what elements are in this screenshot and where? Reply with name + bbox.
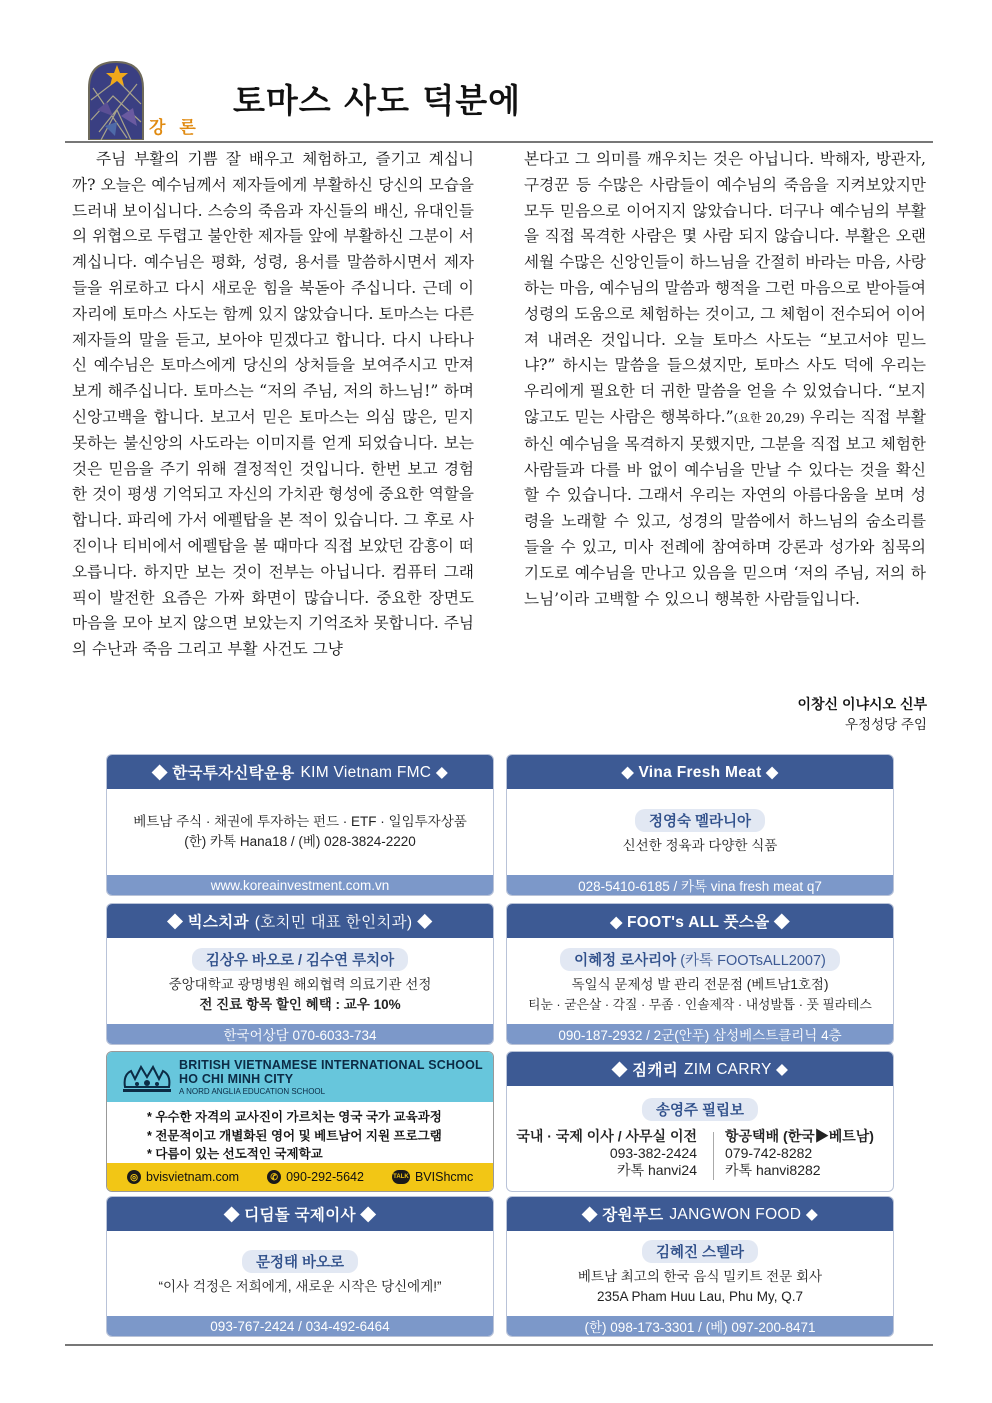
ad-contact-name: 김혜진 스텔라: [642, 1240, 758, 1263]
ad-footer-contact: 093-767-2424 / 034-492-6464: [107, 1316, 493, 1336]
ad-footer-contact: 028-5410-6185 / 카톡 vina fresh meat q7: [507, 875, 893, 895]
service-kakao: 카톡 hanvi8282: [725, 1162, 821, 1178]
ad-title-en: JANGWON FOOD ◆: [669, 1205, 819, 1223]
footer-divider: [65, 1344, 933, 1346]
ad-services: 티눈 · 굳은살 · 각질 · 무좀 · 인솔제작 · 내성발톱 · 풋 필라테스: [528, 996, 872, 1012]
contact-name: 이혜정 로사리아: [574, 952, 677, 969]
ad-contact-name: 문정태 바오로: [242, 1250, 358, 1273]
kakaotalk-icon: TALK: [392, 1170, 410, 1184]
ad-description: 중앙대학교 광명병원 해외협력 의료기관 선정: [168, 976, 432, 992]
homily-article: [72, 147, 930, 737]
ad-title-ko: ◆ 빅스치과: [167, 914, 249, 931]
school-name-line2: HO CHI MINH CITY: [179, 1072, 294, 1086]
page-title: 토마스 사도 덕분에: [233, 81, 522, 120]
header-divider: [65, 141, 933, 143]
ad-title: ◆ Vina Fresh Meat ◆: [507, 755, 893, 789]
article-paragraph: 주님 부활의 기쁨 잘 배우고 체험하고, 즐기고 계십니까? 오늘은 예수님께서 제자들에게 부활하신 당신의 모습을 드러내 보이십니다. 스승의 죽음과 자신들의 배신, 유대인들의 위협으로 두렵고 불안한 제자들 앞에 부활하신 그분이 서 계십니다. 예수님은 평화, 성령, 용서를 말씀하시면서 제자들을 위로하고 다시 새로운 힘을 북돋아 주십니다. 근데 이 자리에 토마스 사도는 함께 있지 않았습니다. 토마스는 다른 제자들의 말을 듣고, 보아야 믿겠다고 합니다. 다시 나타나신 예수님은 토마스에게 당신의 상처들을 보여주시고 만져보게 해주십니다. 토마스는 “저의 주님, 저의 하느님!” 하며 신앙고백을 합니다. 보고서 믿은 토마스는 의심 많은, 믿지 못하는 불신앙의 사도라는 이미지를 얻게 되었습니다. 보는 것은 믿음을 주기 위해 결정적인 것입니다. 한번 보고 경험한 것이 평생 기억되고 자신의 가치관 형성에 중요한 역할을 합니다. 파리에 가서 에펠탑을 본 적이 있습니다. 그 후로 사진이나 티비에서 에펠탑을 볼 때마다 직접 보았던 감흥이 떠오릅니다. 하지만 보는 것이 전부는 아닙니다. 컴퓨터 그래픽이 발전한 요즘은 가짜 화면이 많습니다. 중요한 장면도 마음을 모아 보지 않으면 보았는지 기억조차 못합니다. 주님의 수난과 죽음 그리고 부활 사건도 그냥: [72, 150, 474, 659]
ad-title-en: KIM Vietnam FMC ◆: [300, 763, 449, 781]
ad-title: [507, 1197, 893, 1231]
ad-body: [107, 938, 493, 1024]
section-label: 강 론: [149, 118, 200, 138]
ad-footer-contact: 090-187-2932 / 2군(안푸) 삼성베스트클리닉 4층: [507, 1024, 893, 1044]
ad-address: 235A Pham Huu Lau, Phu My, Q.7: [596, 1289, 804, 1304]
phone-icon: ✆: [267, 1170, 281, 1184]
ad-zim-carry: [506, 1051, 894, 1192]
ad-body: [507, 938, 893, 1024]
ad-jangwon-food: [506, 1196, 894, 1337]
bvis-points: [147, 1108, 442, 1164]
ad-description: 베트남 주식 · 채권에 투자하는 펀드 · ETF · 일임투자상품: [133, 814, 467, 829]
ad-contact-line: (한) 카톡 Hana18 / (베) 028-3824-2220: [184, 834, 416, 849]
ad-title-ko: ◆ 장원푸드: [581, 1207, 664, 1224]
article-text: 우리는 직접 부활하신 예수님을 목격하지 못했지만, 그분을 직접 보고 체험한 사람들과 다를 바 없이 예수님을 만날 수 있다는 것을 확신할 수 있습니다. 그래서 우리는 자연의 아름다움을 보며 성령을 노래할 수 있고, 성경의 말씀에서 하느님의 숨소리를 들을 수 있고, 미사 전례에 참여하며 강론과 성가와 침묵의 기도로 예수님을 만나고 있음을 믿으며 ‘저의 주님, 저의 하느님’이라 고백할 수 있으니 행복한 사람들입니다.: [524, 407, 926, 608]
bvis-talk[interactable]: [392, 1170, 473, 1184]
talk-id-text: BVIShcmc: [414, 1170, 474, 1184]
ad-title: [107, 755, 493, 789]
stained-glass-icon: [87, 60, 145, 140]
page-header: [65, 55, 933, 145]
ad-contact-name: 김상우 바오로 / 김수연 루치아: [192, 948, 408, 971]
bvis-phone[interactable]: [267, 1170, 364, 1184]
bvis-website[interactable]: [127, 1170, 239, 1184]
phone-text: 090-292-5642: [286, 1170, 364, 1184]
ad-slogan: “이사 걱정은 저희에게, 새로운 시작은 당신에게!”: [158, 1279, 442, 1294]
article-paragraph-continued: [524, 147, 926, 612]
ad-title-ko: ◆ 짐캐리: [611, 1062, 678, 1079]
ad-title: ◆ FOOT's ALL 풋스올 ◆: [507, 904, 893, 938]
scripture-citation: (요한 20,29): [733, 410, 805, 425]
bvis-school-name: [179, 1058, 483, 1098]
ad-description: 신선한 정육과 다양한 식품: [622, 837, 778, 853]
bvis-contact-bar: [107, 1163, 493, 1191]
ad-footer-link[interactable]: www.koreainvestment.com.vn: [107, 875, 493, 895]
article-column-left: [72, 147, 474, 663]
bvis-point: * 다름이 있는 선도적인 국제학교: [147, 1147, 323, 1161]
bvis-point: * 전문적이고 개별화된 영어 및 베트남어 지원 프로그램: [147, 1128, 442, 1143]
column-divider: [713, 1132, 714, 1180]
author-signature: [798, 693, 928, 735]
zim-air-courier-service: [725, 1128, 874, 1179]
ad-foots-all: [506, 903, 894, 1045]
school-network: A NORD ANGLIA EDUCATION SCHOOL: [179, 1087, 326, 1096]
service-heading: 국내 · 국제 이사 / 사무실 이전: [516, 1128, 697, 1144]
service-heading: 항공택배 (한국▶베트남): [725, 1128, 874, 1144]
ad-footer-contact: (한) 098-173-3301 / (베) 097-200-8471: [507, 1316, 893, 1336]
ad-title-sub: (호치민 대표 한인치과) ◆: [254, 914, 433, 931]
ad-description: 독일식 문제성 발 관리 전문점 (베트남1호점): [571, 976, 829, 992]
ad-body: [507, 1231, 893, 1316]
ad-footer-contact: 한국어상담 070-6033-734: [107, 1024, 493, 1044]
ad-title: [507, 1052, 893, 1086]
ad-contact-name: [560, 948, 840, 971]
ad-discount: 전 진료 항목 할인 혜택 : 교우 10%: [199, 996, 401, 1012]
article-text: 본다고 그 의미를 깨우치는 것은 아닙니다. 박해자, 방관자, 구경꾼 등 수많은 사람들이 예수님의 죽음을 지켜보았지만 모두 믿음으로 이어지지 않았습니다. 더구나 예수님의 부활을 직접 목격한 사람은 몇 사람 되지 않습니다. 부활은 오랜 세월 수많은 신앙인들이 하느님을 간절히 바라는 마음, 사랑하는 마음, 예수님의 말씀과 행적을 그런 마음으로 받아들여 성령의 도움으로 체험하는 것이고, 그 체험이 전수되어 이어져 내려온 것입니다. 오늘 토마스 사도는 “보고서야 믿느냐?” 하시는 말씀을 들으셨지만, 토마스 사도 덕에 우리는 우리에게 필요한 더 귀한 말씀을 얻을 수 있었습니다. “보지 않고도 믿는 사람은 행복하다.”: [524, 150, 926, 426]
ad-vina-fresh-meat: [506, 754, 894, 896]
ad-body: [107, 789, 493, 875]
contact-kakao: (카톡 FOOTsALL2007): [680, 952, 826, 969]
ad-contact-name: 정영숙 멜라니아: [635, 809, 765, 832]
ad-contact-name: 송영주 필립보: [642, 1098, 758, 1121]
author-role: 우정성당 주임: [845, 717, 927, 732]
ad-title: ◆ 디딤돌 국제이사 ◆: [107, 1197, 493, 1231]
ad-didimdol-moving: [106, 1196, 494, 1337]
ad-description: 베트남 최고의 한국 음식 밀키트 전문 회사: [577, 1269, 823, 1284]
author-name: 이창신 이냐시오 신부: [797, 696, 927, 712]
bvis-banner: [107, 1052, 493, 1102]
ad-body: [507, 789, 893, 875]
ad-kim-vietnam: [106, 754, 494, 896]
school-name-line1: BRITISH VIETNAMESE INTERNATIONAL SCHOOL: [179, 1058, 483, 1072]
zim-moving-service: [516, 1128, 697, 1179]
ad-bvis-school: [106, 1051, 494, 1192]
bvis-point: * 우수한 자격의 교사진이 가르치는 영국 국가 교육과정: [147, 1110, 442, 1124]
ad-body: [107, 1231, 493, 1316]
globe-icon: ◎: [127, 1170, 141, 1184]
service-phone: 093-382-2424: [609, 1145, 697, 1161]
ad-title-ko: ◆ 한국투자신탁운용: [151, 765, 295, 782]
ad-bix-dental: [106, 903, 494, 1045]
article-column-right: [524, 147, 926, 612]
service-kakao: 카톡 hanvi24: [617, 1162, 697, 1178]
ad-body: [507, 1086, 893, 1191]
website-text: bvisvietnam.com: [146, 1170, 240, 1184]
ad-title-en: ZIM CARRY ◆: [684, 1060, 789, 1078]
service-phone: 079-742-8282: [725, 1145, 813, 1161]
crown-crest-icon: [119, 1061, 175, 1095]
ad-title: [107, 904, 493, 938]
